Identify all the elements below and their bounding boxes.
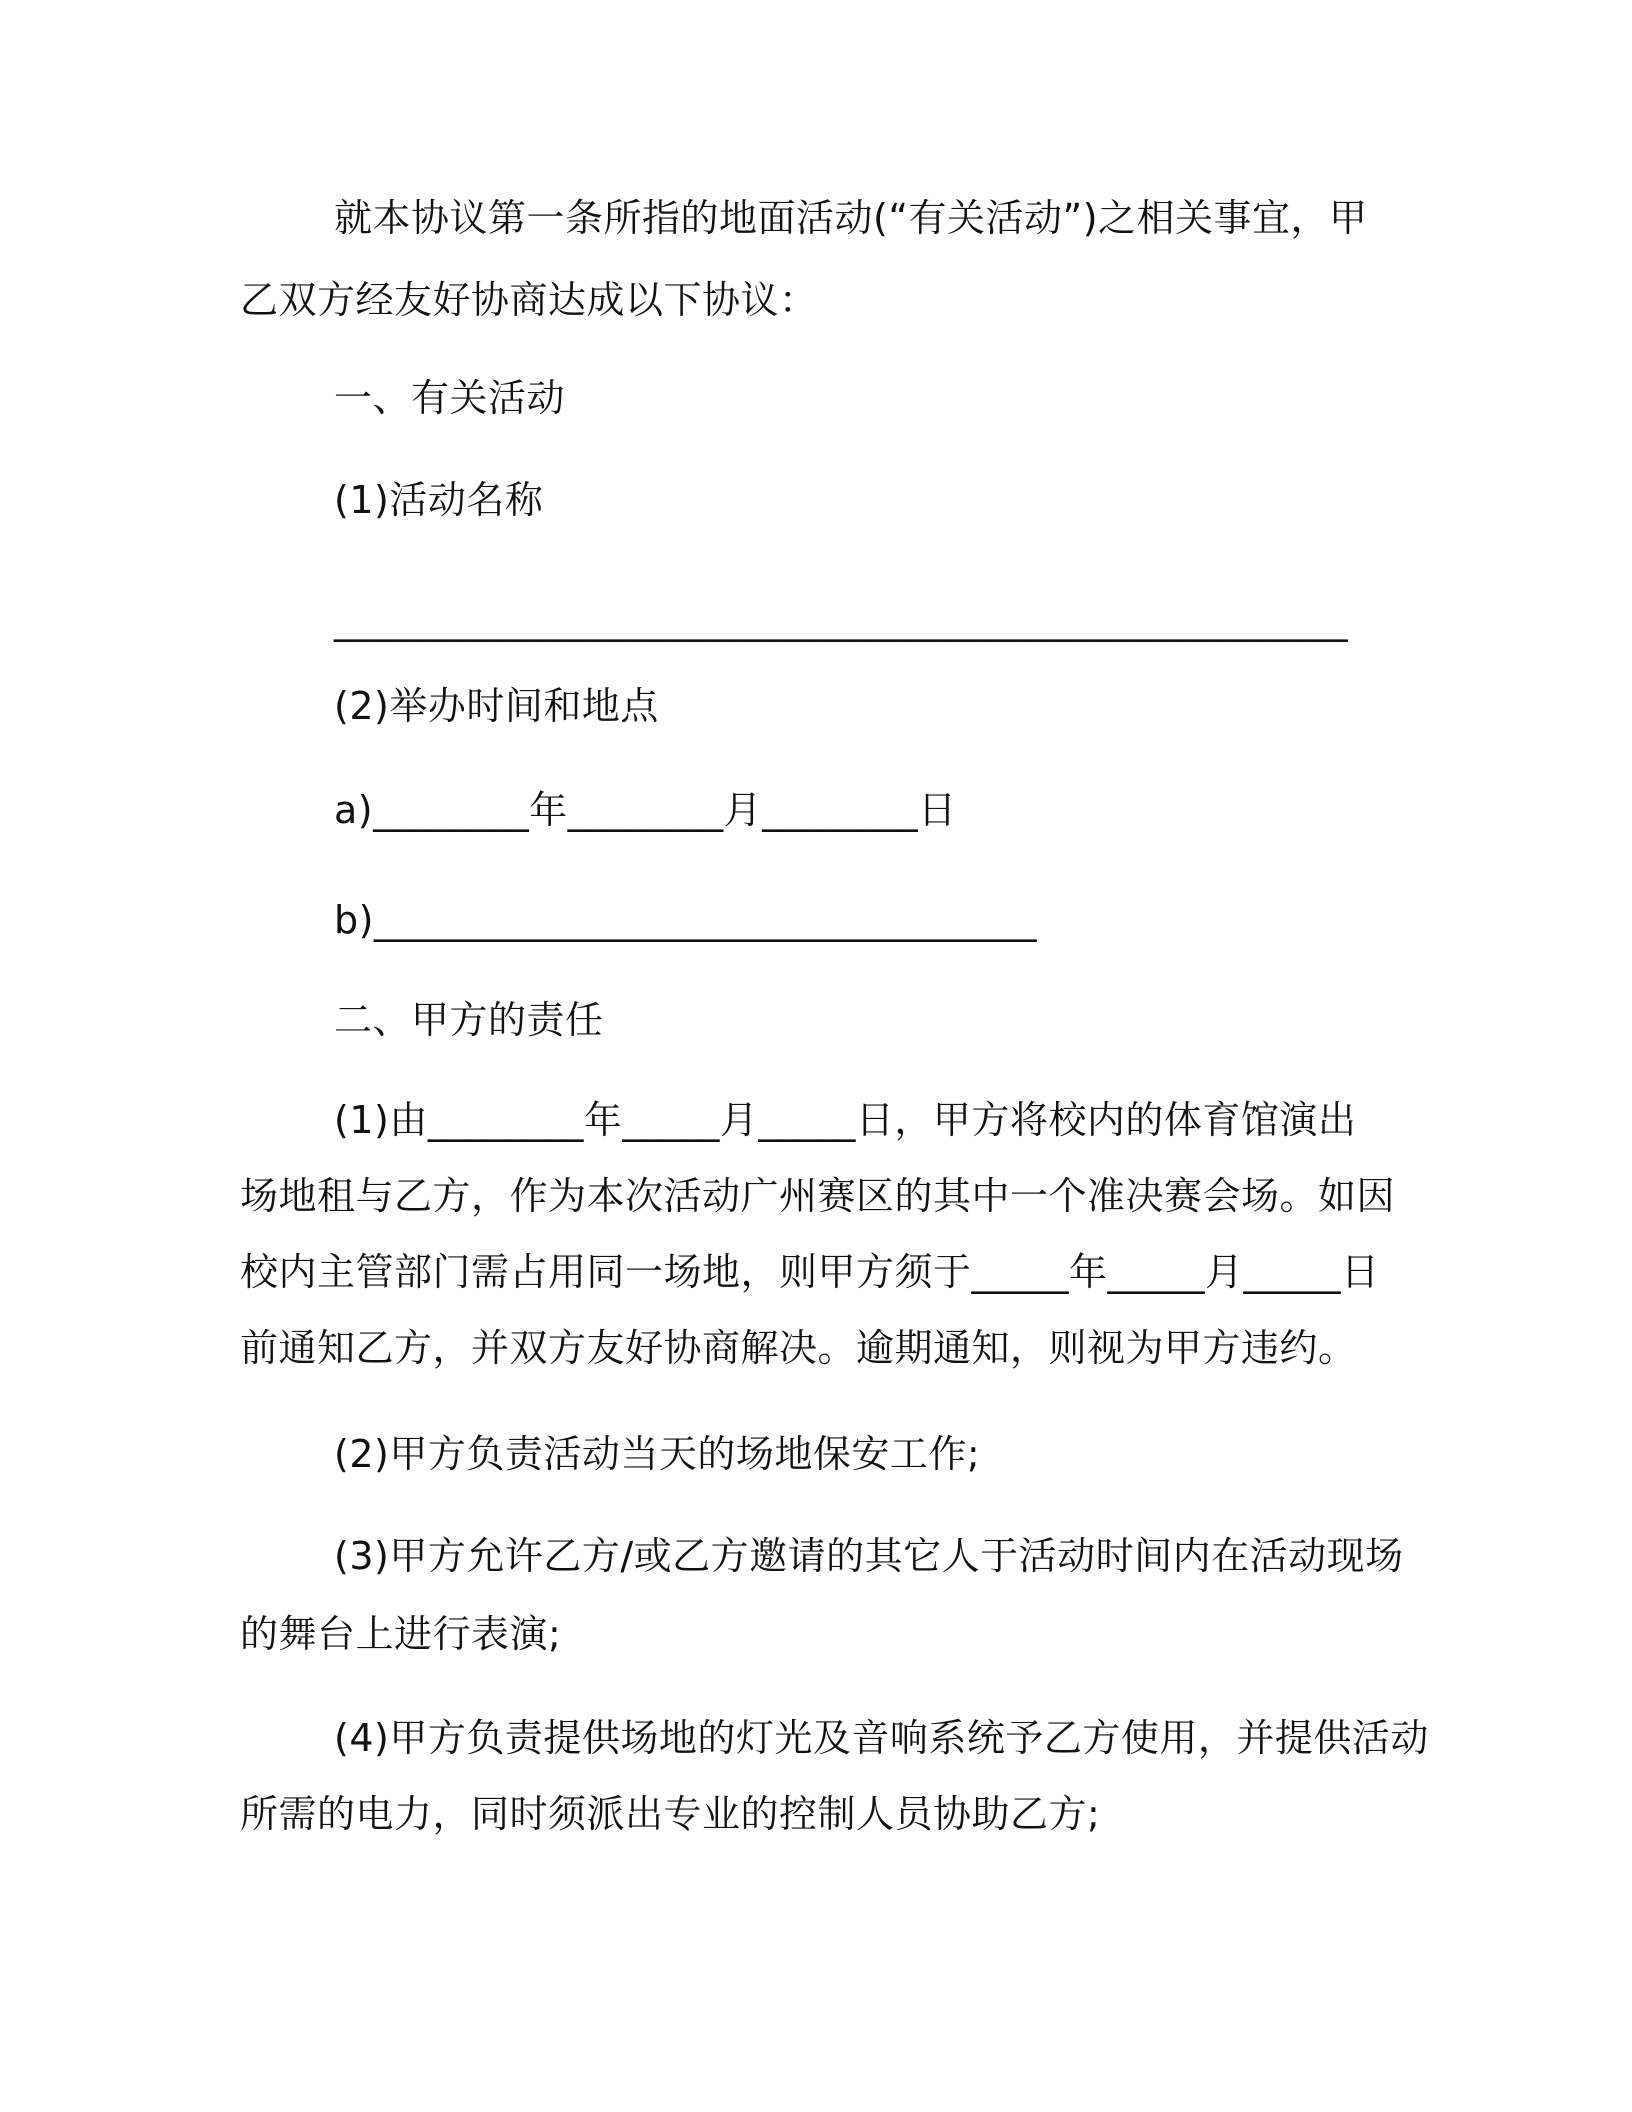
section-2-item-3-line-2: 的舞台上进行表演; xyxy=(240,1612,562,1656)
section-2-item-4-line-2: 所需的电力，同时须派出专业的控制人员协助乙方; xyxy=(240,1792,1101,1836)
intro-line-2: 乙双方经友好协商达成以下协议： xyxy=(240,278,818,322)
place-blank-line: b)__________________________________ xyxy=(334,898,1037,942)
date-blank-line: a)________年________月________日 xyxy=(334,788,957,832)
time-place-label: (2)举办时间和地点 xyxy=(334,684,659,728)
section-2-item-1-line-3: 校内主管部门需占用同一场地，则甲方须于_____年_____月_____日 xyxy=(240,1250,1380,1294)
section-2-item-1-line-2: 场地租与乙方，作为本次活动广州赛区的其中一个准决赛会场。如因 xyxy=(240,1174,1396,1218)
intro-line-1: 就本协议第一条所指的地面活动(“有关活动”)之相关事宜，甲 xyxy=(334,196,1368,240)
activity-name-label: (1)活动名称 xyxy=(334,478,544,522)
section-1-heading: 一、有关活动 xyxy=(334,376,566,420)
section-2-item-3-line-1: (3)甲方允许乙方/或乙方邀请的其它人于活动时间内在活动现场 xyxy=(334,1534,1404,1578)
section-2-item-4-line-1: (4)甲方负责提供场地的灯光及音响系统予乙方使用，并提供活动 xyxy=(334,1716,1429,1760)
section-2-item-1-line-4: 前通知乙方，并双方友好协商解决。逾期通知，则视为甲方违约。 xyxy=(240,1326,1357,1370)
section-2-heading: 二、甲方的责任 xyxy=(334,998,604,1042)
section-2-item-2: (2)甲方负责活动当天的场地保安工作; xyxy=(334,1432,981,1476)
section-2-item-1-line-1: (1)由________年_____月_____日，甲方将校内的体育馆演出 xyxy=(334,1098,1357,1142)
activity-name-blank: ____________________________________________________ xyxy=(334,598,1348,642)
